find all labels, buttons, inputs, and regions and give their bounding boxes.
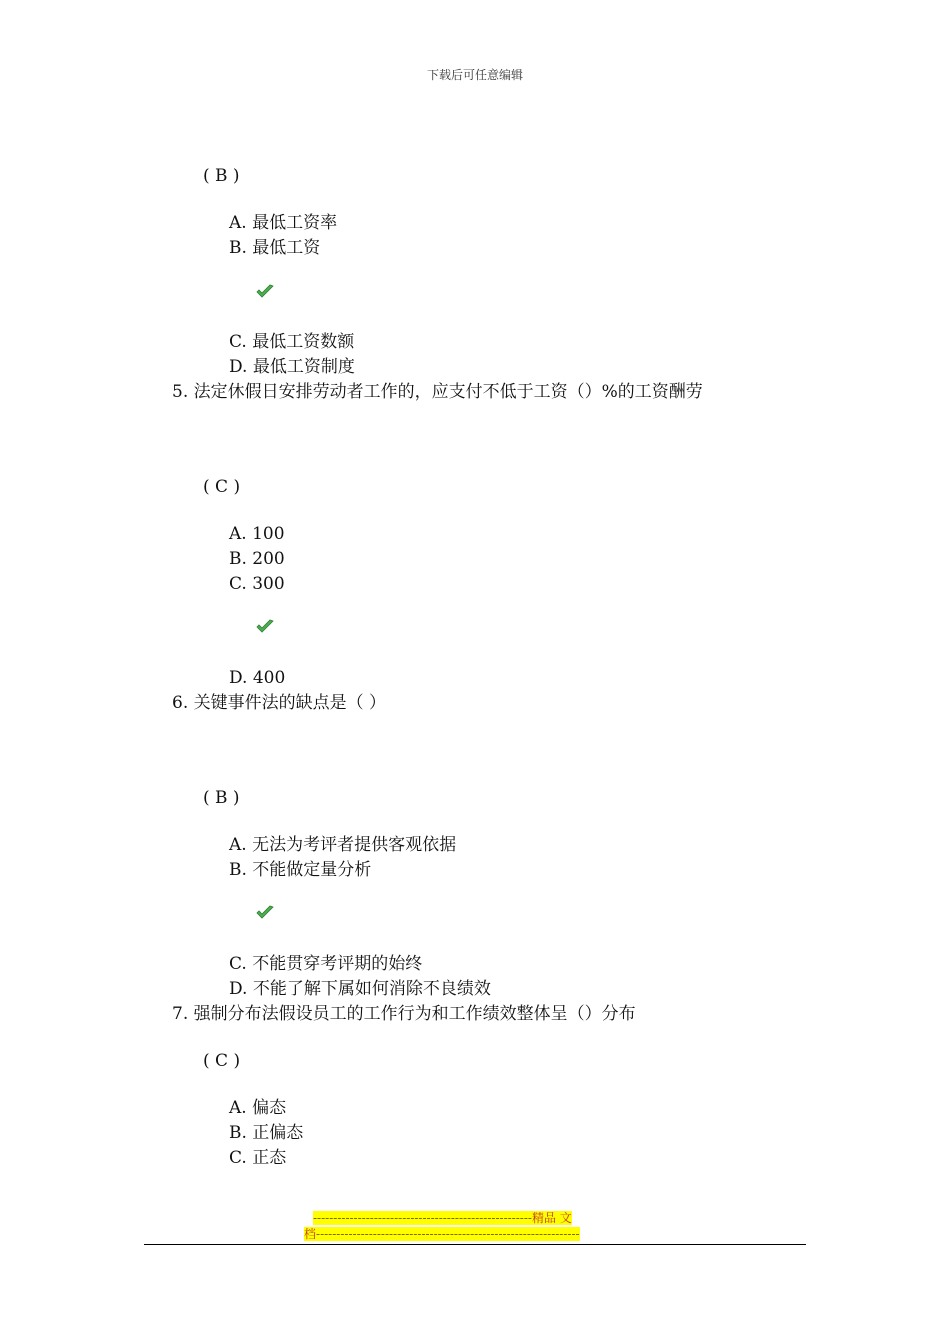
footer-label: 档	[304, 1227, 317, 1241]
answer-q5: ( C )	[203, 477, 241, 497]
footer-highlight-line-1	[313, 1211, 572, 1225]
option-q7-c: C. 正态	[229, 1148, 287, 1168]
footer-dashes: ------------------------------------------------------	[313, 1211, 532, 1225]
option-q5-b: B. 200	[229, 549, 285, 569]
option-q4-b: B. 最低工资	[229, 238, 321, 258]
question-7: 7. 强制分布法假设员工的工作行为和工作绩效整体呈（）分布	[172, 1004, 636, 1024]
option-q5-a: A. 100	[229, 524, 285, 544]
option-q4-c: C. 最低工资数额	[229, 332, 355, 352]
option-q7-a: A. 偏态	[229, 1098, 287, 1118]
answer-q7: ( C )	[203, 1051, 241, 1071]
page-header: 下载后可任意编辑	[426, 68, 523, 82]
option-q6-d: D. 不能了解下属如何消除不良绩效	[229, 979, 491, 999]
option-q6-c: C. 不能贯穿考评期的始终	[229, 954, 423, 974]
option-q5-d: D. 400	[229, 668, 286, 688]
answer-q4: ( B )	[203, 166, 240, 186]
checkmark-icon	[256, 284, 274, 300]
answer-q6: ( B )	[203, 788, 240, 808]
question-5: 5. 法定休假日安排劳动者工作的，应支付不低于工资（）%的工资酬劳	[172, 382, 703, 402]
footer-dashes: -----------------------------------------------------------------	[316, 1227, 580, 1241]
question-6: 6. 关键事件法的缺点是（ ）	[172, 693, 387, 713]
footer-highlight-line-2	[304, 1227, 580, 1241]
option-q6-b: B. 不能做定量分析	[229, 860, 372, 880]
checkmark-icon	[256, 619, 274, 635]
option-q6-a: A. 无法为考评者提供客观依据	[229, 835, 457, 855]
footer-label: 精品 文	[531, 1211, 572, 1225]
footer-rule	[144, 1244, 806, 1245]
option-q7-b: B. 正偏态	[229, 1123, 304, 1143]
checkmark-icon	[256, 905, 274, 921]
option-q4-a: A. 最低工资率	[229, 213, 338, 233]
option-q4-d: D. 最低工资制度	[229, 357, 355, 377]
option-q5-c: C. 300	[229, 574, 285, 594]
